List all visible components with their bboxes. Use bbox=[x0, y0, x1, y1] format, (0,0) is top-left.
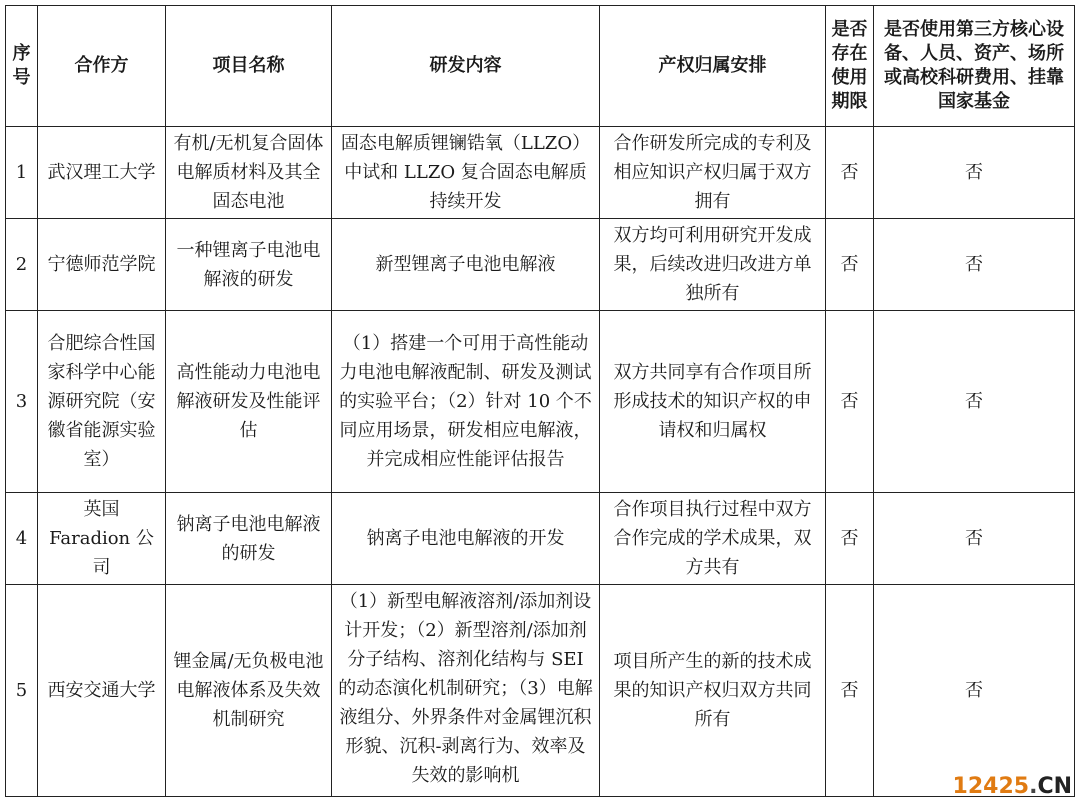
header-third-party: 是否使用第三方核心设备、人员、资产、场所或高校科研费用、挂靠国家基金 bbox=[874, 6, 1075, 127]
cell-project: 锂金属/无负极电池电解液体系及失效机制研究 bbox=[166, 585, 332, 797]
cell-seq: 5 bbox=[6, 585, 38, 797]
cell-content: （1）搭建一个可用于高性能动力电池电解液配制、研发及测试的实验平台；（2）针对 10 个不同应用场景，研发相应电解液，并完成相应性能评估报告 bbox=[332, 311, 600, 493]
header-ip: 产权归属安排 bbox=[600, 6, 826, 127]
cell-third-party: 否 bbox=[874, 127, 1075, 219]
site-watermark bbox=[953, 774, 1072, 799]
cell-project: 一种锂离子电池电解液的研发 bbox=[166, 219, 332, 311]
header-content: 研发内容 bbox=[332, 6, 600, 127]
header-partner: 合作方 bbox=[38, 6, 166, 127]
cell-ip: 项目所产生的新的技术成果的知识产权归双方共同所有 bbox=[600, 585, 826, 797]
cell-content: 固态电解质锂镧锆氧（LLZO）中试和 LLZO 复合固态电解质持续开发 bbox=[332, 127, 600, 219]
cell-third-party: 否 bbox=[874, 219, 1075, 311]
cell-content: 钠离子电池电解液的开发 bbox=[332, 493, 600, 585]
header-term: 是否存在使用期限 bbox=[826, 6, 874, 127]
cooperation-projects-table bbox=[5, 5, 1075, 797]
cell-project: 钠离子电池电解液的研发 bbox=[166, 493, 332, 585]
cell-ip: 合作研发所完成的专利及相应知识产权归属于双方拥有 bbox=[600, 127, 826, 219]
cell-term: 否 bbox=[826, 311, 874, 493]
table-row bbox=[6, 311, 1075, 493]
table-row bbox=[6, 127, 1075, 219]
cell-seq: 3 bbox=[6, 311, 38, 493]
table-row bbox=[6, 493, 1075, 585]
cell-term: 否 bbox=[826, 585, 874, 797]
cell-third-party: 否 bbox=[874, 493, 1075, 585]
cell-partner: 合肥综合性国家科学中心能源研究院（安徽省能源实验室） bbox=[38, 311, 166, 493]
cell-project: 高性能动力电池电解液研发及性能评估 bbox=[166, 311, 332, 493]
cell-third-party: 否 bbox=[874, 585, 1075, 797]
cell-seq: 2 bbox=[6, 219, 38, 311]
cell-seq: 4 bbox=[6, 493, 38, 585]
cell-project: 有机/无机复合固体电解质材料及其全固态电池 bbox=[166, 127, 332, 219]
header-seq: 序号 bbox=[6, 6, 38, 127]
cell-partner: 宁德师范学院 bbox=[38, 219, 166, 311]
cell-ip: 双方共同享有合作项目所形成技术的知识产权的申请权和归属权 bbox=[600, 311, 826, 493]
cell-term: 否 bbox=[826, 493, 874, 585]
cell-partner: 英国 Faradion 公司 bbox=[38, 493, 166, 585]
cell-partner: 西安交通大学 bbox=[38, 585, 166, 797]
cell-content: （1）新型电解液溶剂/添加剂设计开发；（2）新型溶剂/添加剂分子结构、溶剂化结构与 SEI 的动态演化机制研究；（3）电解液组分、外界条件对金属锂沉积形貌、沉积-剥离行为、效率及失效的影响机 bbox=[332, 585, 600, 797]
cell-ip: 合作项目执行过程中双方合作完成的学术成果，双方共有 bbox=[600, 493, 826, 585]
cell-seq: 1 bbox=[6, 127, 38, 219]
watermark-number: 12425 bbox=[952, 774, 1030, 799]
table-header-row bbox=[6, 6, 1075, 127]
cell-partner: 武汉理工大学 bbox=[38, 127, 166, 219]
cell-content: 新型锂离子电池电解液 bbox=[332, 219, 600, 311]
cell-ip: 双方均可利用研究开发成果，后续改进归改进方单独所有 bbox=[600, 219, 826, 311]
table-row bbox=[6, 585, 1075, 797]
cell-term: 否 bbox=[826, 219, 874, 311]
header-project: 项目名称 bbox=[166, 6, 332, 127]
watermark-tld: CN bbox=[1037, 774, 1072, 799]
cell-third-party: 否 bbox=[874, 311, 1075, 493]
cell-term: 否 bbox=[826, 127, 874, 219]
table-row bbox=[6, 219, 1075, 311]
watermark-dot: . bbox=[1029, 774, 1038, 799]
